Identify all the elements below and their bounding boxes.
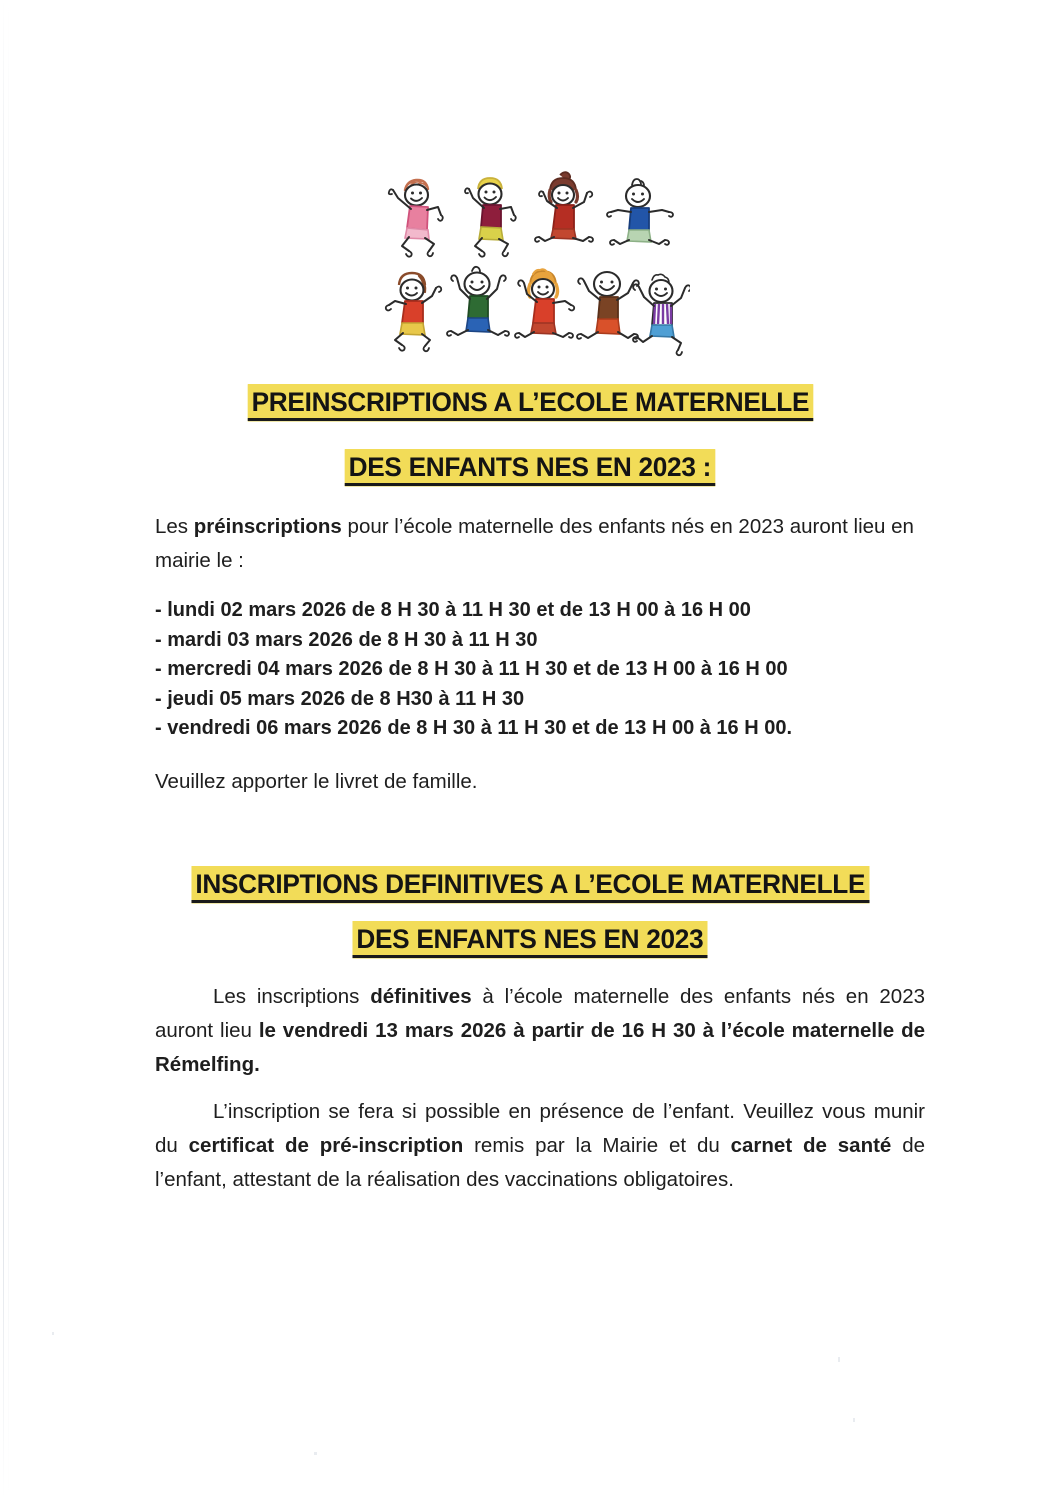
intro-bold-preinscriptions: préinscriptions xyxy=(193,515,342,538)
section1-intro-paragraph xyxy=(155,510,925,578)
jumping-children-illustration xyxy=(380,168,690,364)
definitive-text-part1: Les inscriptions xyxy=(213,985,371,1008)
preinscription-dates-list xyxy=(155,596,925,744)
scan-edge-line xyxy=(3,0,4,1500)
child-figure-1 xyxy=(389,180,443,257)
section2-heading-line2: DES ENFANTS NES EN 2023 xyxy=(353,921,708,958)
date-item-vendredi: - vendredi 06 mars 2026 de 8 H 30 à 11 H 30 et de 13 H 00 à 16 H 00. xyxy=(155,717,793,739)
intro-text-after-bold: pour l’école maternelle des enfants nés en 2023 auront lieu en mairie le : xyxy=(155,515,914,572)
date-item-mardi: - mardi 03 mars 2026 de 8 H 30 à 11 H 30 xyxy=(155,628,538,651)
inscription-text-part3: de l’enfant, attestant de la réalisation des vaccinations obligatoires. xyxy=(155,1134,925,1191)
scan-speck xyxy=(52,1332,54,1335)
inscription-bold-carnet-sante: carnet de santé xyxy=(730,1134,892,1157)
date-item-lundi: - lundi 02 mars 2026 de 8 H 30 à 11 H 30 et de 13 H 00 à 16 H 00 xyxy=(155,599,751,621)
child-figure-5 xyxy=(386,273,441,351)
intro-text-before-bold: Les xyxy=(155,515,194,538)
scan-speck xyxy=(853,1418,855,1422)
child-figure-9 xyxy=(633,274,690,355)
section1-heading-line2-row xyxy=(0,449,1060,486)
inscription-text-part1: L’inscription se fera si possible en présence de l’enfant. Veuillez vous munir du xyxy=(155,1100,925,1157)
livret-de-famille-note: Veuillez apporter le livret de famille. xyxy=(155,770,478,793)
inscription-bold-certificat: certificat de pré-inscription xyxy=(188,1134,464,1157)
definitive-bold-definitives: définitives xyxy=(370,985,472,1008)
section2-heading-line2-row xyxy=(0,921,1060,958)
scan-speck xyxy=(314,1452,317,1455)
child-figure-4 xyxy=(607,179,673,245)
date-item-jeudi: - jeudi 05 mars 2026 de 8 H30 à 11 H 30 xyxy=(155,687,525,710)
child-figure-7 xyxy=(515,269,574,337)
scan-speck xyxy=(838,1357,840,1362)
scan-edge-line-secondary xyxy=(8,0,9,1500)
definitive-text-part2: à l’école maternelle des enfants nés en 2023 auront lieu xyxy=(155,985,925,1042)
section2-heading-line1-row xyxy=(0,866,1060,903)
section2-inscription-paragraph xyxy=(155,1095,925,1197)
section1-heading-line1-row xyxy=(0,384,1060,421)
child-figure-2 xyxy=(465,178,516,257)
section1-heading-line2: DES ENFANTS NES EN 2023 : xyxy=(345,449,715,486)
section1-heading-line1: PREINSCRIPTIONS A L’ECOLE MATERNELLE xyxy=(247,384,812,421)
child-figure-6 xyxy=(447,267,509,336)
child-figure-8 xyxy=(577,272,639,339)
definitive-bold-datetime-location: le vendredi 13 mars 2026 à partir de 16 H 30 à l’école maternelle de Rémelfing. xyxy=(155,1019,925,1076)
date-item-mercredi: - mercredi 04 mars 2026 de 8 H 30 à 11 H 30 et de 13 H 00 à 16 H 00 xyxy=(155,658,788,680)
child-figure-3 xyxy=(535,172,593,242)
section2-heading-line1: INSCRIPTIONS DEFINITIVES A L’ECOLE MATERNELLE xyxy=(191,866,869,903)
inscription-text-part2: remis par la Mairie et du xyxy=(463,1134,731,1157)
section2-definitive-paragraph xyxy=(155,980,925,1082)
